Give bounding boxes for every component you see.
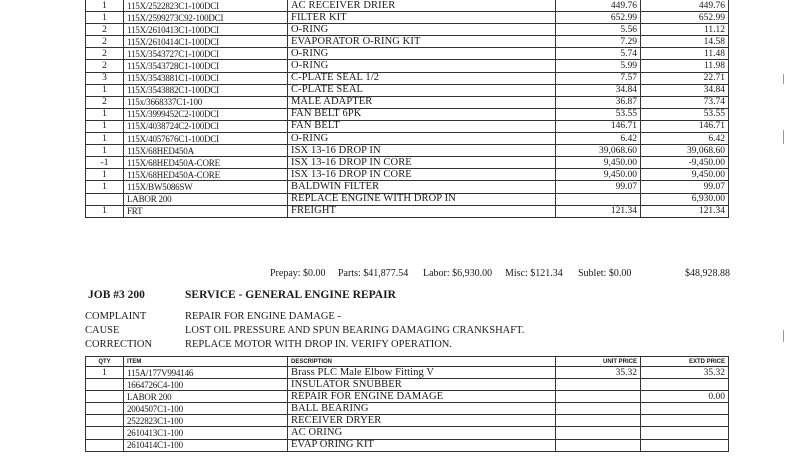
item-cell: 115X/3543881C1-100DCI xyxy=(124,72,288,84)
qty-cell: 1 xyxy=(86,367,124,379)
parts-total: Parts: $41,877.54 xyxy=(338,268,409,279)
table-row xyxy=(86,48,729,60)
description-cell: BALL BEARING xyxy=(288,403,556,415)
item-cell: FRT xyxy=(124,205,288,217)
table-row xyxy=(86,108,729,120)
qty-header: QTY xyxy=(86,357,124,367)
description-cell: ISX 13-16 DROP IN CORE xyxy=(288,169,556,181)
item-cell: 2610414C1-100 xyxy=(124,439,288,451)
job3-parts-table xyxy=(85,356,729,452)
extended-price-cell: 35.32 xyxy=(641,367,729,379)
table-header-row xyxy=(86,357,729,367)
cause-text: LOST OIL PRESSURE AND SPUN BEARING DAMAGING CRANKSHAFT. xyxy=(185,325,525,336)
complaint-label: COMPLAINT xyxy=(85,311,147,322)
table-row xyxy=(86,205,729,217)
unit-price-cell xyxy=(556,379,641,391)
unit-price-cell: 36.87 xyxy=(556,96,641,108)
item-cell: 115x/3668337C1-100 xyxy=(124,96,288,108)
item-cell: 115X/3999452C2-100DCI xyxy=(124,108,288,120)
extended-price-cell: 34.84 xyxy=(641,84,729,96)
extended-price-cell: 14.58 xyxy=(641,36,729,48)
qty-cell xyxy=(86,427,124,439)
table-row xyxy=(86,415,729,427)
description-cell: EVAPORATOR O-RING KIT xyxy=(288,36,556,48)
description-cell: RECEIVER DRYER xyxy=(288,415,556,427)
unit-price-cell: 121.34 xyxy=(556,205,641,217)
unit-price-cell xyxy=(556,415,641,427)
table-row xyxy=(86,133,729,145)
unit-price-cell: 39,068.60 xyxy=(556,145,641,157)
correction-text: REPLACE MOTOR WITH DROP IN. VERIFY OPERATION. xyxy=(185,339,452,350)
unit-price-cell xyxy=(556,391,641,403)
qty-cell: 1 xyxy=(86,0,124,12)
table-row xyxy=(86,181,729,193)
table-row xyxy=(86,391,729,403)
description-cell: REPAIR FOR ENGINE DAMAGE xyxy=(288,391,556,403)
cause-label: CAUSE xyxy=(85,325,120,336)
description-cell: FAN BELT 6PK xyxy=(288,108,556,120)
table-row xyxy=(86,169,729,181)
description-cell: C-PLATE SEAL xyxy=(288,84,556,96)
qty-cell: 1 xyxy=(86,120,124,132)
misc-total: Misc: $121.34 xyxy=(505,268,563,279)
description-cell: C-PLATE SEAL 1/2 xyxy=(288,72,556,84)
qty-cell: 2 xyxy=(86,60,124,72)
unit-price-cell xyxy=(556,439,641,451)
unit-price-cell: 35.32 xyxy=(556,367,641,379)
description-cell: BALDWIN FILTER xyxy=(288,181,556,193)
qty-cell: 2 xyxy=(86,96,124,108)
unit-price-cell: 5.56 xyxy=(556,24,641,36)
unit-price-cell xyxy=(556,403,641,415)
unit-price-cell: 6.42 xyxy=(556,133,641,145)
extended-price-cell xyxy=(641,439,729,451)
extended-price-cell: 6,930.00 xyxy=(641,193,729,205)
description-cell: FAN BELT xyxy=(288,120,556,132)
description-cell: ISX 13-16 DROP IN xyxy=(288,145,556,157)
description-cell: AC ORING xyxy=(288,427,556,439)
extended-price-cell: 11.48 xyxy=(641,48,729,60)
unit-price-cell: 652.99 xyxy=(556,12,641,24)
qty-cell xyxy=(86,193,124,205)
extended-price-cell xyxy=(641,427,729,439)
qty-cell: 3 xyxy=(86,72,124,84)
item-cell: 115X/4038724C2-100DCI xyxy=(124,120,288,132)
table-row xyxy=(86,72,729,84)
unit-price-cell: 9,450.00 xyxy=(556,169,641,181)
job3-title: SERVICE - GENERAL ENGINE REPAIR xyxy=(185,289,396,301)
extended-price-cell: 121.34 xyxy=(641,205,729,217)
table-row xyxy=(86,403,729,415)
description-cell: INSULATOR SNUBBER xyxy=(288,379,556,391)
scan-mark xyxy=(783,330,784,342)
description-header: DESCRIPTION xyxy=(288,357,556,367)
unit-price-cell: 449.76 xyxy=(556,0,641,12)
description-cell: FREIGHT xyxy=(288,205,556,217)
unit-price-cell: 53.55 xyxy=(556,108,641,120)
job3-number: JOB #3 200 xyxy=(88,289,145,301)
description-cell: ISX 13-16 DROP IN CORE xyxy=(288,157,556,169)
unit-price-cell xyxy=(556,193,641,205)
complaint-text: REPAIR FOR ENGINE DAMAGE - xyxy=(185,311,341,322)
extended-price-cell: 449.76 xyxy=(641,0,729,12)
qty-cell xyxy=(86,415,124,427)
qty-cell: 1 xyxy=(86,12,124,24)
job2-totals xyxy=(85,268,730,280)
qty-cell: -1 xyxy=(86,157,124,169)
qty-cell xyxy=(86,403,124,415)
prepay-total: Prepay: $0.00 xyxy=(270,268,326,279)
table-row xyxy=(86,379,729,391)
extended-price-cell: 9,450.00 xyxy=(641,169,729,181)
extended-price-cell: 73.74 xyxy=(641,96,729,108)
extended-price-cell: 652.99 xyxy=(641,12,729,24)
item-cell: 115A/177V994146 xyxy=(124,367,288,379)
extended-price-cell: 11.98 xyxy=(641,60,729,72)
item-cell: 115X/BW5086SW xyxy=(124,181,288,193)
scan-mark xyxy=(783,130,784,144)
extended-price-cell: 53.55 xyxy=(641,108,729,120)
labor-total: Labor: $6,930.00 xyxy=(423,268,493,279)
extended-price-cell xyxy=(641,403,729,415)
item-cell: 115X/68HED450A-CORE xyxy=(124,169,288,181)
table-row xyxy=(86,439,729,451)
item-cell: 115X/68HED450A-CORE xyxy=(124,157,288,169)
table-row xyxy=(86,367,729,379)
unit-price-cell: 34.84 xyxy=(556,84,641,96)
qty-cell: 2 xyxy=(86,24,124,36)
table-row xyxy=(86,145,729,157)
qty-cell xyxy=(86,439,124,451)
item-cell: 115X/3543728C1-100DCI xyxy=(124,60,288,72)
unit-price-cell: 99.07 xyxy=(556,181,641,193)
unit-price-cell: 7.29 xyxy=(556,36,641,48)
table-row xyxy=(86,84,729,96)
table-row xyxy=(86,0,729,12)
qty-cell: 1 xyxy=(86,169,124,181)
item-cell: 2610413C1-100 xyxy=(124,427,288,439)
table-row xyxy=(86,157,729,169)
qty-cell: 2 xyxy=(86,36,124,48)
qty-cell: 1 xyxy=(86,181,124,193)
table-row xyxy=(86,60,729,72)
item-cell: 115X/2599273C92-100DCI xyxy=(124,12,288,24)
item-cell: 115X/2522823C1-100DCI xyxy=(124,0,288,12)
item-cell: 115X/3543727C1-100DCI xyxy=(124,48,288,60)
description-cell: O-RING xyxy=(288,24,556,36)
description-cell: Brass PLC Male Elbow Fitting V xyxy=(288,367,556,379)
table-row xyxy=(86,24,729,36)
unit-price-cell: 7.57 xyxy=(556,72,641,84)
job-grand-total: $48,928.88 xyxy=(685,268,730,279)
description-cell: REPLACE ENGINE WITH DROP IN xyxy=(288,193,556,205)
table-row xyxy=(86,120,729,132)
table-row xyxy=(86,193,729,205)
extended-price-header: EXTD PRICE xyxy=(641,357,729,367)
description-cell: MALE ADAPTER xyxy=(288,96,556,108)
extended-price-cell: 146.71 xyxy=(641,120,729,132)
description-cell: O-RING xyxy=(288,133,556,145)
description-cell: AC RECEIVER DRIER xyxy=(288,0,556,12)
item-cell: LABOR 200 xyxy=(124,391,288,403)
item-cell: 2004507C1-100 xyxy=(124,403,288,415)
qty-cell: 1 xyxy=(86,84,124,96)
qty-cell xyxy=(86,379,124,391)
item-cell: 2522823C1-100 xyxy=(124,415,288,427)
unit-price-header: UNIT PRICE xyxy=(556,357,641,367)
extended-price-cell: -9,450.00 xyxy=(641,157,729,169)
extended-price-cell: 22.71 xyxy=(641,72,729,84)
item-cell: 115X/3543882C1-100DCI xyxy=(124,84,288,96)
unit-price-cell xyxy=(556,427,641,439)
item-cell: LABOR 200 xyxy=(124,193,288,205)
qty-cell: 1 xyxy=(86,205,124,217)
unit-price-cell: 5.99 xyxy=(556,60,641,72)
item-cell: 115X/4057676C1-100DCI xyxy=(124,133,288,145)
unit-price-cell: 5.74 xyxy=(556,48,641,60)
qty-cell: 1 xyxy=(86,108,124,120)
item-header: ITEM xyxy=(124,357,288,367)
description-cell: FILTER KIT xyxy=(288,12,556,24)
sublet-total: Sublet: $0.00 xyxy=(578,268,632,279)
qty-cell xyxy=(86,391,124,403)
description-cell: EVAP ORING KIT xyxy=(288,439,556,451)
description-cell: O-RING xyxy=(288,48,556,60)
correction-label: CORRECTION xyxy=(85,339,153,350)
table-row xyxy=(86,12,729,24)
extended-price-cell: 0.00 xyxy=(641,391,729,403)
job2-parts-table xyxy=(85,0,729,218)
item-cell: 115X/2610413C1-100DCI xyxy=(124,24,288,36)
unit-price-cell: 146.71 xyxy=(556,120,641,132)
table-row xyxy=(86,427,729,439)
qty-cell: 1 xyxy=(86,133,124,145)
item-cell: 115X/68HED450A xyxy=(124,145,288,157)
extended-price-cell: 99.07 xyxy=(641,181,729,193)
unit-price-cell: 9,450.00 xyxy=(556,157,641,169)
item-cell: 1664726C4-100 xyxy=(124,379,288,391)
qty-cell: 2 xyxy=(86,48,124,60)
description-cell: O-RING xyxy=(288,60,556,72)
extended-price-cell xyxy=(641,415,729,427)
table-row xyxy=(86,96,729,108)
scan-mark xyxy=(783,74,784,84)
extended-price-cell: 39,068.60 xyxy=(641,145,729,157)
extended-price-cell: 6.42 xyxy=(641,133,729,145)
table-row xyxy=(86,36,729,48)
extended-price-cell xyxy=(641,379,729,391)
extended-price-cell: 11.12 xyxy=(641,24,729,36)
item-cell: 115X/2610414C1-100DCI xyxy=(124,36,288,48)
qty-cell: 1 xyxy=(86,145,124,157)
